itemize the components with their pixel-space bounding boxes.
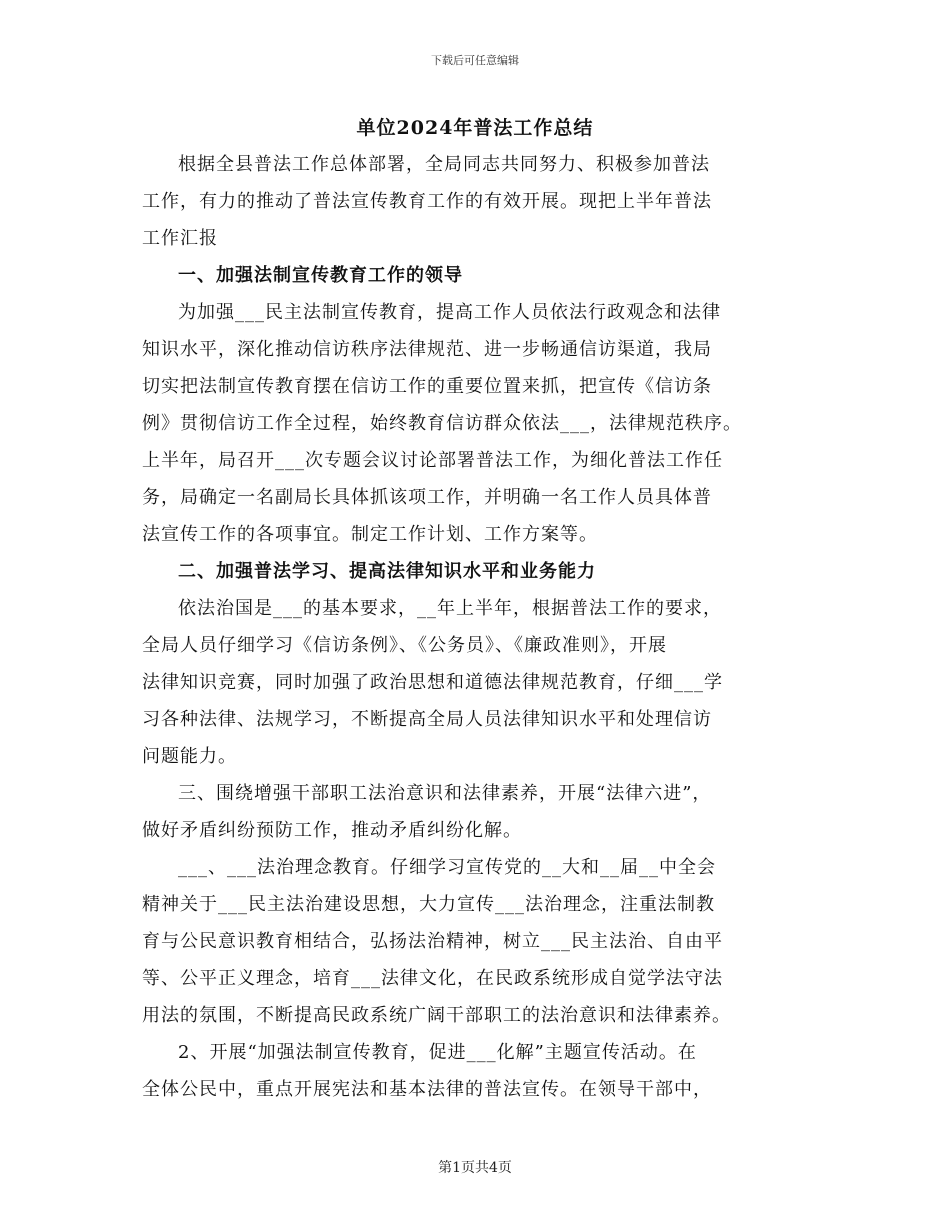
text-line: 为加强___民主法制宣传教育，提高工作人员依法行政观念和法律 [178, 302, 721, 323]
text-line: 依法治国是___的基本要求，__年上半年，根据普法工作的要求， [178, 598, 722, 619]
text-line: 法律知识竞赛，同时加强了政治思想和道德法律规范教育，仔细___学 [142, 672, 723, 693]
document-body [142, 146, 822, 1108]
text-line: 做好矛盾纠纷预防工作，推动矛盾纠纷化解。 [142, 820, 522, 841]
text-line: 习各种法律、法规学习，不断提高全局人员法律知识水平和处理信访 [142, 709, 712, 730]
paragraph [142, 1034, 822, 1108]
document-title: 单位2024年普法工作总结 [356, 117, 594, 139]
section-heading [142, 553, 822, 590]
text-line: 上半年，局召开___次专题会议讨论部署普法工作，为细化普法工作任 [142, 450, 723, 471]
text-line: 一、加强法制宣传教育工作的领导 [178, 265, 463, 286]
text-line: 2、开展“加强法制宣传教育，促进___化解”主题宣传活动。在 [178, 1042, 697, 1063]
text-line: 等、公平正义理念，培育___法律文化，在民政系统形成自觉学法守法 [142, 968, 723, 989]
section-heading [142, 257, 822, 294]
paragraph [142, 294, 822, 553]
text-line: 二、加强普法学习、提高法律知识水平和业务能力 [178, 561, 596, 582]
paragraph [142, 775, 822, 849]
text-line: 切实把法制宣传教育摆在信访工作的重要位置来抓，把宣传《信访条 [142, 376, 712, 397]
text-line: 问题能力。 [142, 746, 237, 767]
text-line: 工作汇报 [142, 228, 218, 249]
text-line: 全体公民中，重点开展宪法和基本法律的普法宣传。在领导干部中， [142, 1079, 712, 1100]
text-line: 知识水平，深化推动信访秩序法律规范、进一步畅通信访渠道，我局 [142, 339, 712, 360]
text-line: 三、围绕增强干部职工法治意识和法律素养，开展“法律六进”， [178, 783, 712, 804]
page-header-note: 下载后可任意编辑 [431, 54, 519, 67]
text-line: 育与公民意识教育相结合，弘扬法治精神，树立___民主法治、自由平 [142, 931, 723, 952]
text-line: ___、___法治理念教育。仔细学习宣传党的__大和__届__中全会 [178, 857, 716, 878]
text-line: 法宣传工作的各项事宜。制定工作计划、工作方案等。 [142, 524, 598, 545]
paragraph [142, 590, 822, 775]
text-line: 务，局确定一名副局长具体抓该项工作，并明确一名工作人员具体普 [142, 487, 712, 508]
text-line: 全局人员仔细学习《信访条例》、《公务员》、《廉政准则》，开展 [142, 635, 667, 656]
text-line: 精神关于___民主法治建设思想，大力宣传___法治理念，注重法制教 [142, 894, 715, 915]
paragraph [142, 849, 822, 1034]
text-line: 用法的氛围，不断提高民政系统广阔干部职工的法治意识和法律素养。 [142, 1005, 731, 1026]
text-line: 工作，有力的推动了普法宣传教育工作的有效开展。现把上半年普法 [142, 191, 712, 212]
text-line: 例》贯彻信访工作全过程，始终教育信访群众依法___，法律规范秩序。 [142, 413, 742, 434]
text-line: 根据全县普法工作总体部署，全局同志共同努力、积极参加普法 [178, 154, 710, 175]
page-footer: 第1页共4页 [438, 1160, 512, 1176]
paragraph [142, 146, 822, 257]
